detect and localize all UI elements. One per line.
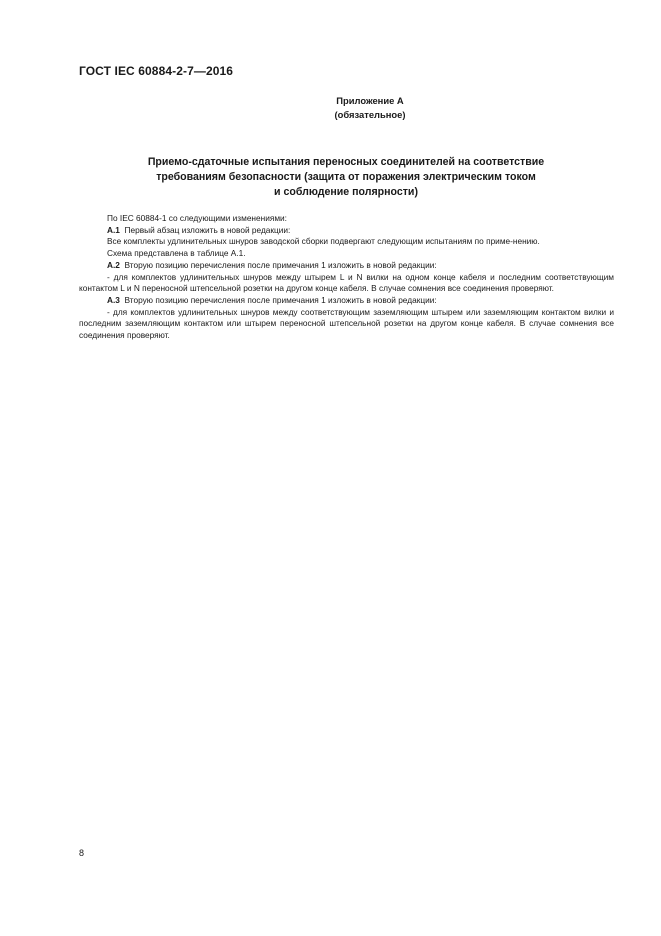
clause-a3-number: А.3 — [107, 294, 120, 305]
clause-a3 — [79, 295, 614, 307]
clause-a2-text: Вторую позицию перечисления после примечания 1 изложить в новой редакции: — [124, 259, 437, 270]
annex-heading — [220, 94, 520, 122]
annex-title: Приложение А — [336, 95, 404, 106]
title-line-3: и соблюдение полярности) — [274, 186, 418, 198]
document-body — [79, 213, 614, 342]
clause-a1 — [79, 225, 614, 237]
clause-a2-paragraph: - для комплектов удлинительных шнуров между штырем L и N вилки на одном конце кабеля и последним соответствующим контактом L и N переносной штепсельной розетки на другом конце кабеля. В случае сомнения все соединения проверяют. — [79, 271, 614, 294]
intro-paragraph: По IEC 60884-1 со следующими изменениями: — [107, 213, 287, 223]
title-line-1: Приемо-сдаточные испытания переносных соединителей на соответствие — [147, 156, 545, 168]
clause-a3-paragraph: - для комплектов удлинительных шнуров между соответствующим заземляющим штырем или заземляющим контактом вилки и последним заземляющим контактом или штырем переносной штепсельной розетки на другом конце кабеля. В случае сомнения все соединения проверяют. — [79, 306, 614, 341]
clause-a1-number: А.1 — [107, 224, 120, 235]
annex-status: (обязательное) — [334, 109, 406, 120]
clause-a1-text: Первый абзац изложить в новой редакции: — [124, 224, 291, 235]
clause-a3-text: Вторую позицию перечисления после примечания 1 изложить в новой редакции: — [124, 294, 437, 305]
annex-section-title — [110, 155, 582, 200]
title-line-2: требованиям безопасности (защита от поражения электрическим током — [156, 171, 536, 183]
clause-a1-paragraph: Все комплекты удлинительных шнуров заводской сборки подвергают следующим испытаниям по приме-нению. — [107, 236, 540, 247]
scheme-reference: Схема представлена в таблице А.1. — [107, 248, 246, 259]
clause-a2-number: А.2 — [107, 259, 120, 270]
document-code-header: ГОСТ IEC 60884-2-7—2016 — [79, 64, 234, 78]
page-number: 8 — [79, 848, 85, 858]
clause-a2 — [79, 260, 614, 272]
